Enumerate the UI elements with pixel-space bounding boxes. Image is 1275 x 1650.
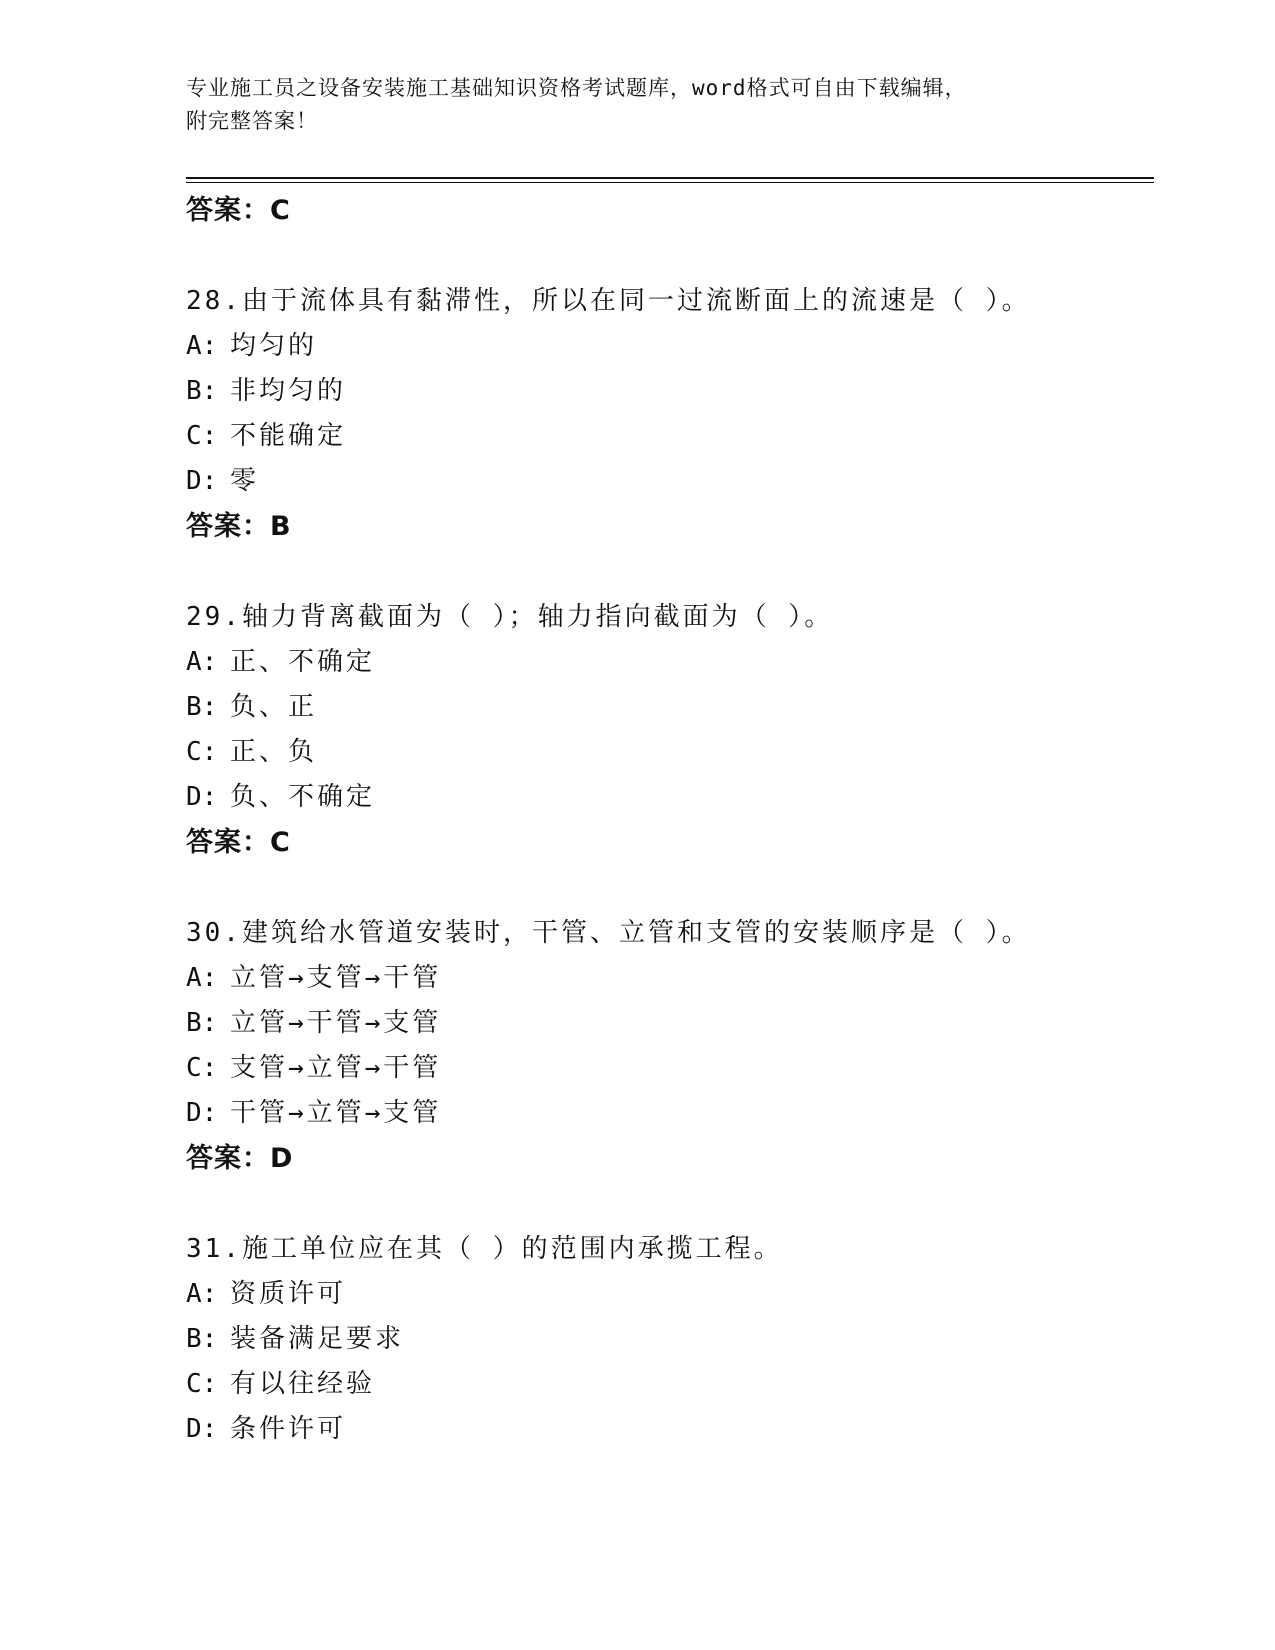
- option-text: 有以往经验: [230, 1369, 376, 1399]
- option-text: 负、不确定: [230, 782, 376, 812]
- option-letter: D:: [186, 1098, 218, 1128]
- option-d: [186, 775, 1146, 820]
- option-a: [186, 956, 1146, 1001]
- question-31: [186, 1226, 1146, 1452]
- answer-label: 答案：C: [186, 827, 291, 858]
- option-b: [186, 1317, 1146, 1362]
- option-text: 零: [230, 466, 260, 496]
- option-text: 不能确定: [230, 421, 347, 451]
- previous-answer: 答案：C: [186, 195, 291, 226]
- option-text: 正、不确定: [230, 647, 376, 677]
- question-stem: 29.轴力背离截面为（ ）；轴力指向截面为（ ）。: [186, 602, 834, 632]
- option-text: 负、正: [230, 692, 318, 722]
- option-letter: B:: [186, 692, 218, 722]
- option-c: [186, 1362, 1146, 1407]
- question-28: [186, 278, 1146, 550]
- option-letter: A:: [186, 647, 218, 677]
- option-letter: A:: [186, 331, 218, 361]
- option-a: [186, 640, 1146, 685]
- option-text: 支管→立管→干管: [230, 1053, 442, 1083]
- question-29: [186, 594, 1146, 866]
- option-text: 正、负: [230, 737, 318, 767]
- question-stem: 31.施工单位应在其（ ）的范围内承揽工程。: [186, 1234, 783, 1264]
- option-text: 立管→支管→干管: [230, 963, 442, 993]
- question-30: [186, 910, 1146, 1182]
- option-text: 资质许可: [230, 1279, 347, 1309]
- option-c: [186, 414, 1146, 459]
- option-text: 干管→立管→支管: [230, 1098, 442, 1128]
- document-header: 专业施工员之设备安装施工基础知识资格考试题库，word格式可自由下载编辑， 附完整答案！: [186, 76, 967, 133]
- option-a: [186, 324, 1146, 369]
- option-c: [186, 1046, 1146, 1091]
- option-d: [186, 1407, 1146, 1452]
- option-letter: A:: [186, 963, 218, 993]
- header-divider-thin: [186, 182, 1154, 183]
- option-letter: D:: [186, 1414, 218, 1444]
- option-letter: C:: [186, 421, 218, 451]
- option-letter: D:: [186, 466, 218, 496]
- option-letter: C:: [186, 737, 218, 767]
- option-a: [186, 1272, 1146, 1317]
- question-list: [186, 188, 1146, 1452]
- option-b: [186, 1001, 1146, 1046]
- option-d: [186, 1091, 1146, 1136]
- question-stem: 30.建筑给水管道安装时，干管、立管和支管的安装顺序是（ ）。: [186, 918, 1031, 948]
- option-letter: B:: [186, 1008, 218, 1038]
- option-text: 条件许可: [230, 1414, 347, 1444]
- header-divider-thick: [186, 177, 1154, 179]
- option-letter: A:: [186, 1279, 218, 1309]
- option-d: [186, 459, 1146, 504]
- option-text: 均匀的: [230, 331, 318, 361]
- option-text: 非均匀的: [230, 376, 347, 406]
- option-c: [186, 730, 1146, 775]
- option-letter: C:: [186, 1053, 218, 1083]
- answer-label: 答案：D: [186, 1143, 294, 1174]
- option-letter: B:: [186, 376, 218, 406]
- question-stem: 28.由于流体具有黏滞性，所以在同一过流断面上的流速是（ ）。: [186, 286, 1031, 316]
- option-b: [186, 369, 1146, 414]
- option-text: 立管→干管→支管: [230, 1008, 442, 1038]
- option-b: [186, 685, 1146, 730]
- option-letter: B:: [186, 1324, 218, 1354]
- option-letter: C:: [186, 1369, 218, 1399]
- option-letter: D:: [186, 782, 218, 812]
- option-text: 装备满足要求: [230, 1324, 405, 1354]
- answer-label: 答案：B: [186, 511, 292, 542]
